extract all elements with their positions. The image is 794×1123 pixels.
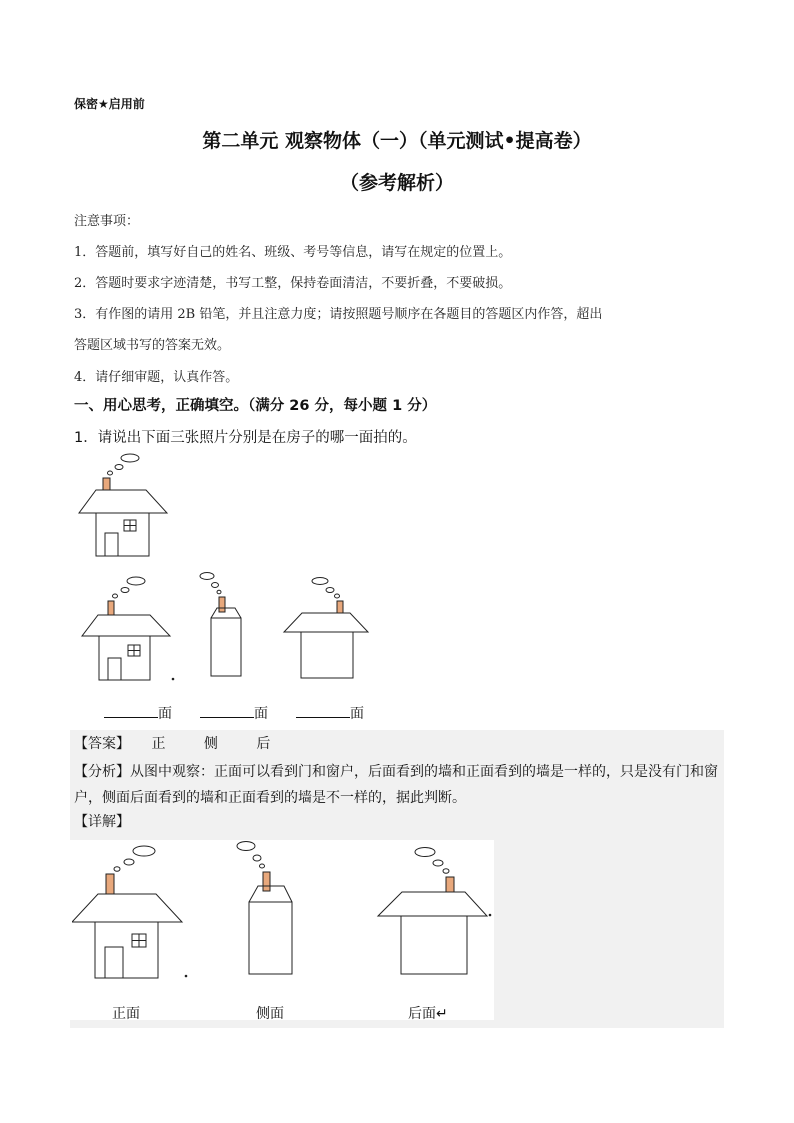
notes-heading: 注意事项： xyxy=(74,214,140,229)
caption-side: 侧面 xyxy=(256,1006,284,1022)
reference-house-figure xyxy=(72,452,172,560)
blank-2[interactable] xyxy=(200,703,254,718)
blank-3[interactable] xyxy=(296,703,350,718)
document-subtitle: （参考解析） xyxy=(339,172,454,194)
note-item-2: 2．答题时要求字迹清楚，书写工整，保持卷面清洁，不要折叠，不要破损。 xyxy=(74,276,512,291)
document-title: 第二单元 观察物体（一）（单元测试•提高卷） xyxy=(202,130,592,152)
detail-label: 【详解】 xyxy=(74,814,130,830)
detail-front-figure xyxy=(72,842,192,984)
answer-line xyxy=(74,733,287,753)
analysis xyxy=(74,759,720,811)
photo-back-figure xyxy=(280,575,380,685)
note-item-3b: 答题区域书写的答案无效。 xyxy=(74,338,231,353)
answer-3: 后 xyxy=(256,736,271,752)
analysis-text: 从图中观察：正面可以看到门和窗户，后面看到的墙和正面看到的墙是一样的，只是没有门和窗户，侧面后面看到的墙和正面看到的墙是不一样的，据此判断。 xyxy=(74,764,718,806)
note-item-1: 1．答题前，填写好自己的姓名、班级、考号等信息，请写在规定的位置上。 xyxy=(74,245,512,260)
analysis-label: 【分析】 xyxy=(74,764,130,780)
section-heading: 一、用心思考，正确填空。（满分 26 分，每小题 1 分） xyxy=(74,398,437,414)
answer-label: 【答案】 xyxy=(74,736,130,752)
note-item-4: 4．请仔细审题，认真作答。 xyxy=(74,370,239,385)
note-item-3a: 3．有作图的请用 2B 铅笔，并且注意力度；请按照题号顺序在各题目的答题区内作答，超出 xyxy=(74,307,603,322)
caption-back: 后面↵ xyxy=(408,1006,448,1022)
question-1-text: 1．请说出下面三张照片分别是在房子的哪一面拍的。 xyxy=(74,430,417,446)
photo-side-figure xyxy=(195,570,255,680)
blank-1[interactable] xyxy=(104,703,158,718)
answer-blanks: 面 面 面 xyxy=(104,703,364,723)
caption-front: 正面 xyxy=(112,1006,140,1022)
answer-2: 侧 xyxy=(203,736,218,752)
photo-front-figure xyxy=(78,575,178,685)
answer-1: 正 xyxy=(151,736,166,752)
confidential-mark: 保密★启用前 xyxy=(74,97,145,111)
detail-side-figure xyxy=(232,838,302,978)
detail-back-figure xyxy=(372,842,492,984)
